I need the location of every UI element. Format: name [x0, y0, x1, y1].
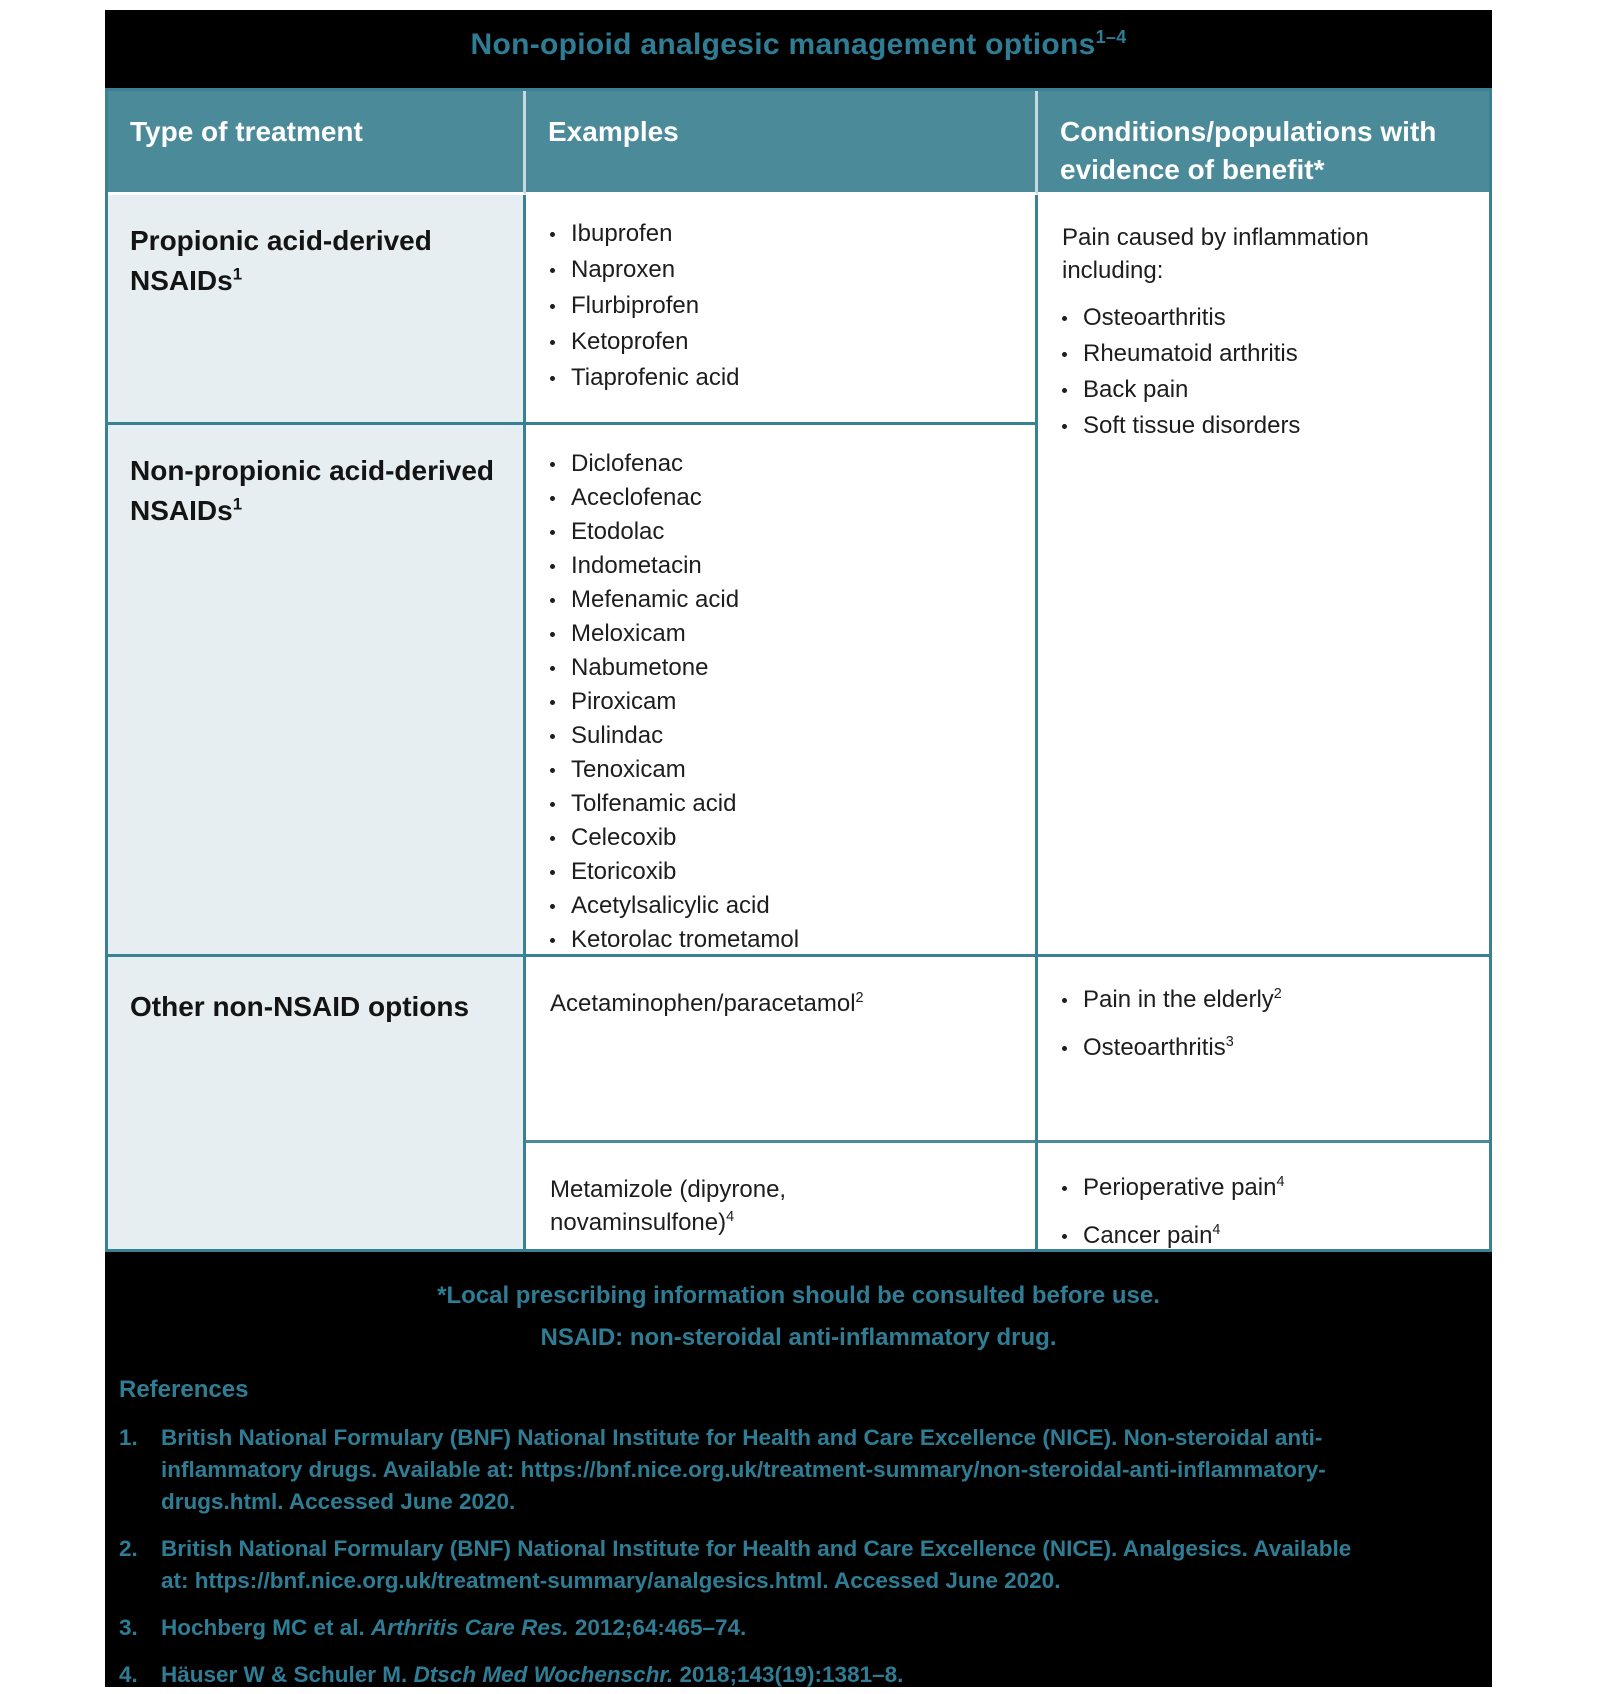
bullet-icon [550, 340, 555, 345]
row-label-text: Non-propionic acid-derived NSAIDs [130, 455, 495, 526]
bullet-icon [1062, 998, 1067, 1003]
example-text: Metamizole (dipyrone, novaminsulfone)$^4$ [550, 1176, 787, 1236]
list-item: Ibuprofen [550, 219, 1019, 249]
bullet-icon [550, 802, 555, 807]
list-item: Tolfenamic acid [550, 789, 1019, 819]
acetaminophen-conditions-cell [1038, 957, 1489, 1143]
row-label-superscript: 1 [232, 494, 243, 514]
bullet-icon [1062, 1234, 1067, 1239]
list-item: Tiaprofenic acid [550, 363, 1019, 393]
column-header-type-of-treatment: Type of treatment [108, 91, 526, 195]
list-item: Sulindac [550, 721, 1019, 751]
list-item: Tenoxicam [550, 755, 1019, 785]
bullet-icon [550, 700, 555, 705]
reference-item-1 [119, 1422, 1492, 1518]
propionic-examples-cell [526, 195, 1038, 425]
list-item: Osteoarthritis [1062, 303, 1473, 333]
infographic-panel [105, 10, 1492, 1687]
list-item: Mefenamic acid [550, 585, 1019, 615]
list-item: Aceclofenac [550, 483, 1019, 513]
bullet-icon [550, 870, 555, 875]
list-item: Flurbiprofen [550, 291, 1019, 321]
reference-text: British National Formulary (BNF) National Institute for Health and Care Excellence (NICE). Non-steroidal anti-inflammatory drugs. Available at: https://bnf.nice.org.uk/treatment-summary/non-steroidal-anti-inflammatory-drugs.html. Accessed June 2020. [161, 1425, 1326, 1514]
list-item: Meloxicam [550, 619, 1019, 649]
list-item: Celecoxib [550, 823, 1019, 853]
list-item: Nabumetone [550, 653, 1019, 683]
bullet-icon [1062, 352, 1067, 357]
reference-number: 1. [119, 1425, 138, 1450]
references-heading: References [119, 1376, 249, 1403]
page-title [105, 10, 1492, 88]
list-item: Etodolac [550, 517, 1019, 547]
bullet-icon [550, 938, 555, 943]
list-item: Naproxen [550, 255, 1019, 285]
bullet-icon [1062, 388, 1067, 393]
bullet-icon [1062, 1186, 1067, 1191]
page-title-superscript: 1–4 [1095, 27, 1127, 47]
footnote-nsaid-definition: NSAID: non-steroidal anti-inflammatory drug. [540, 1324, 1057, 1351]
list-item: Cancer pain$^4$ [1062, 1221, 1473, 1251]
row-label-propionic-nsaids [108, 195, 526, 425]
treatment-table [105, 88, 1492, 1252]
bullet-icon [550, 530, 555, 535]
reference-item-4 [119, 1659, 1492, 1691]
acetaminophen-conditions-list [1038, 985, 1489, 1063]
list-item: Indometacin [550, 551, 1019, 581]
acetaminophen-example-cell [526, 957, 1038, 1143]
example-text: Acetaminophen/paracetamol$^2$ [550, 990, 864, 1017]
list-item: Ketorolac trometamol [550, 925, 1019, 955]
reference-number: 4. [119, 1662, 138, 1687]
reference-number: 2. [119, 1536, 138, 1561]
row-label-text: Other non-NSAID options [130, 991, 470, 1022]
reference-number: 3. [119, 1615, 138, 1640]
list-item: Osteoarthritis$^3$ [1062, 1033, 1473, 1063]
bullet-icon [550, 632, 555, 637]
bullet-icon [550, 304, 555, 309]
bullet-icon [1062, 424, 1067, 429]
bullet-icon [550, 564, 555, 569]
bullet-icon [1062, 316, 1067, 321]
bullet-icon [550, 496, 555, 501]
list-item: Diclofenac [550, 449, 1019, 479]
reference-item-2 [119, 1533, 1492, 1597]
reference-item-3 [119, 1612, 1492, 1644]
bullet-icon [550, 904, 555, 909]
list-item: Etoricoxib [550, 857, 1019, 887]
row-label-superscript: 1 [232, 264, 243, 284]
non-propionic-examples-cell [526, 425, 1038, 957]
reference-text: British National Formulary (BNF) National Institute for Health and Care Excellence (NICE). Analgesics. Available at: https://bnf.nice.org.uk/treatment-summary/analgesics.html. Accessed June 2020. [161, 1536, 1352, 1593]
bullet-icon [550, 268, 555, 273]
list-item: Piroxicam [550, 687, 1019, 717]
footnote-prescribing: *Local prescribing information should be consulted before use. [437, 1282, 1160, 1309]
bullet-icon [550, 666, 555, 671]
bullet-icon [550, 376, 555, 381]
bullet-icon [550, 232, 555, 237]
list-item: Back pain [1062, 375, 1473, 405]
list-item: Acetylsalicylic acid [550, 891, 1019, 921]
row-label-other-non-nsaid [108, 957, 526, 1249]
bullet-icon [550, 768, 555, 773]
bullet-icon [1062, 1046, 1067, 1051]
column-header-examples: Examples [526, 91, 1038, 195]
reference-text: Häuser W & Schuler M. Dtsch Med Wochenschr. 2018;143(19):1381–8. [161, 1662, 904, 1687]
list-item: Perioperative pain$^4$ [1062, 1173, 1473, 1203]
list-item: Ketoprofen [550, 327, 1019, 357]
inflammation-conditions-cell [1038, 195, 1489, 957]
bullet-icon [550, 598, 555, 603]
footer [105, 1252, 1492, 1687]
metamizole-conditions-cell [1038, 1143, 1489, 1249]
bullet-icon [550, 462, 555, 467]
bullet-icon [550, 836, 555, 841]
conditions-intro: Pain caused by inflammation including: [1062, 224, 1369, 284]
row-label-text: Propionic acid-derived NSAIDs [130, 225, 432, 296]
list-item: Rheumatoid arthritis [1062, 339, 1473, 369]
row-label-non-propionic-nsaids [108, 425, 526, 957]
reference-text: Hochberg MC et al. Arthritis Care Res. 2012;64:465–74. [161, 1615, 747, 1640]
page-title-text: Non-opioid analgesic management options [470, 28, 1096, 61]
bullet-icon [550, 734, 555, 739]
list-item: Pain in the elderly$^2$ [1062, 985, 1473, 1015]
propionic-examples-list [526, 195, 1035, 393]
list-item: Soft tissue disorders [1062, 411, 1473, 441]
metamizole-conditions-list [1038, 1173, 1489, 1251]
inflammation-conditions-list [1038, 303, 1489, 441]
column-header-conditions: Conditions/populations with evidence of benefit* [1038, 91, 1489, 195]
metamizole-example-cell [526, 1143, 1038, 1249]
non-propionic-examples-list [526, 425, 1035, 955]
